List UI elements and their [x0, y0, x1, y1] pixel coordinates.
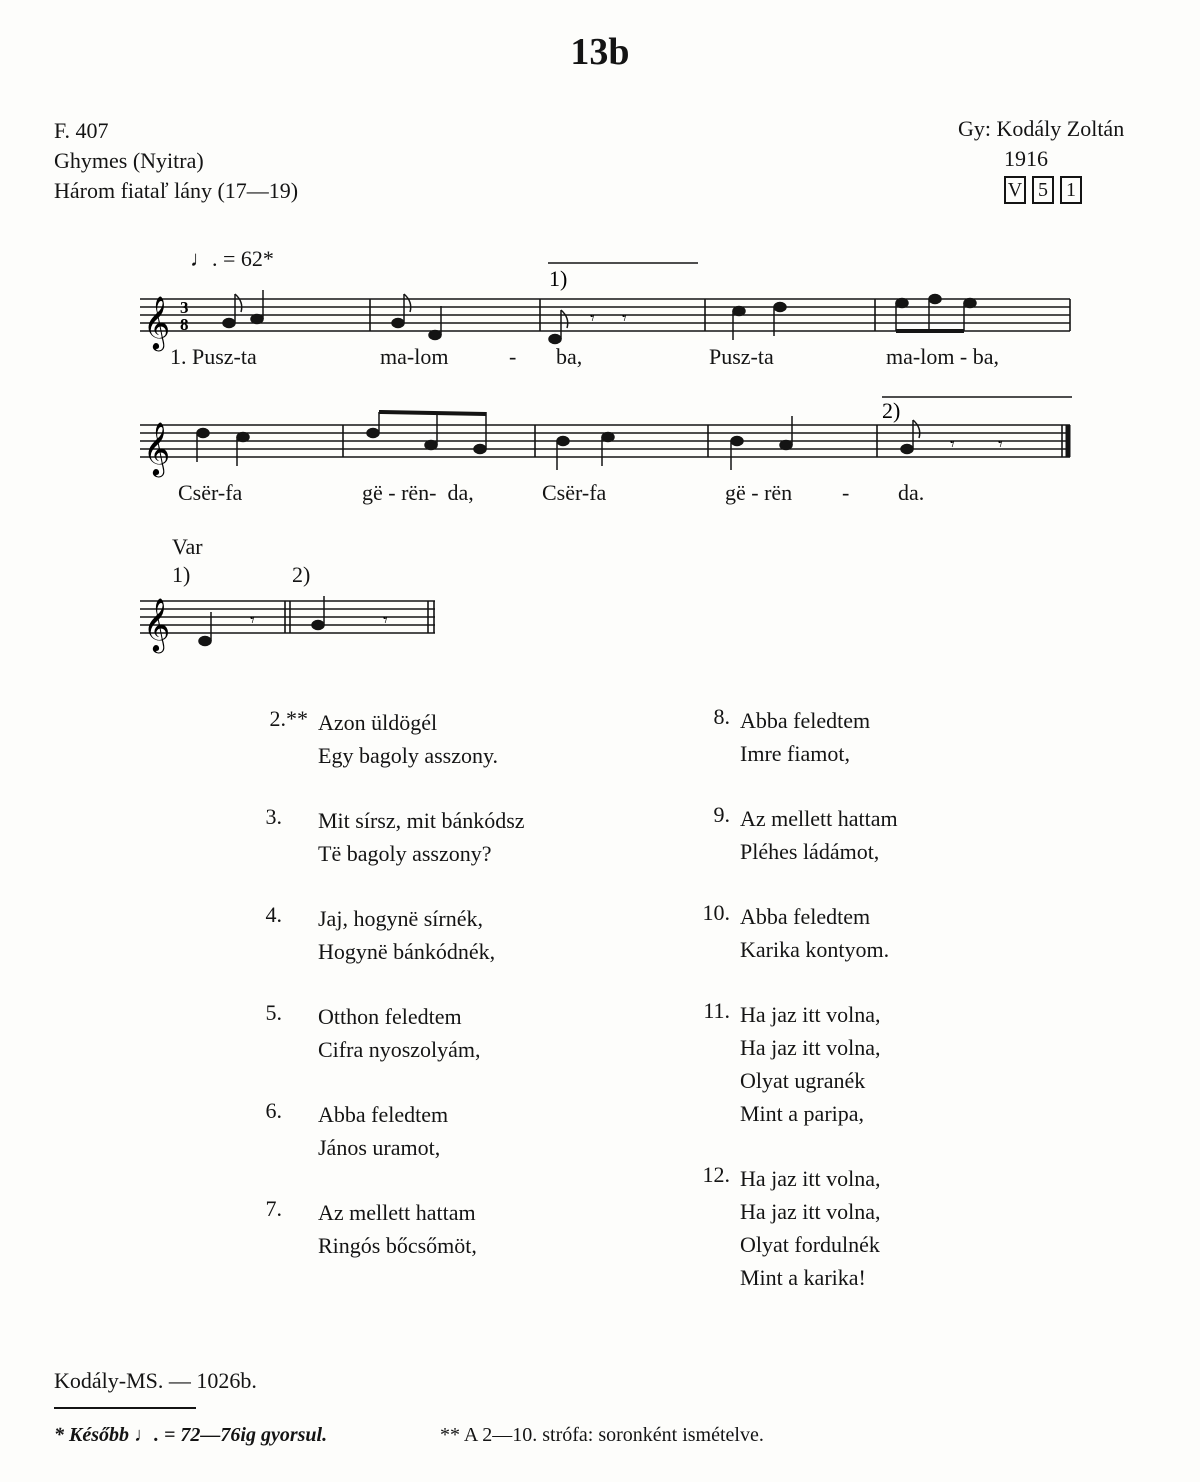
stanza-line: Ha jaz itt volna, — [740, 1166, 881, 1191]
rest-icon: 𝄾 — [250, 610, 255, 630]
stanza-text — [318, 804, 525, 870]
stanza-num: 4. — [265, 902, 282, 927]
rest-icon: 𝄾 — [383, 610, 388, 630]
class-box-1: V — [1004, 176, 1026, 204]
lyric-l1-2: ma-lom — [380, 344, 449, 369]
song-location: Ghymes (Nyitra) — [54, 148, 204, 173]
stanza-num: 2.** — [269, 706, 308, 731]
stanza-line: Olyat fordulnék — [740, 1232, 880, 1257]
stanza-line: Egy bagoly asszony. — [318, 743, 499, 768]
song-id: F. 407 — [54, 118, 109, 143]
lyric-l2-2: gë - rën- da, — [362, 480, 474, 505]
stanza-num: 10. — [702, 900, 730, 925]
notes-variant — [199, 596, 324, 646]
collection-year: 1916 — [1004, 146, 1048, 171]
stanza-text — [318, 706, 498, 772]
stanza-text — [318, 1196, 477, 1262]
stanza-line: Karika kontyom. — [740, 937, 890, 962]
stanza-line: Abba feledtem — [740, 708, 871, 733]
stanza-num: 12. — [702, 1162, 730, 1187]
stanza-num: 7. — [265, 1196, 282, 1221]
stanza-line: Imre fiamot, — [740, 741, 850, 766]
class-box-3: 1 — [1060, 176, 1082, 204]
lyric-l1-3: - — [509, 344, 517, 369]
stanza-line: Hogynë bánkódnék, — [318, 939, 496, 964]
stanza-line: Otthon feledtem — [318, 1004, 462, 1029]
stanza-line: Abba feledtem — [318, 1102, 449, 1127]
lyric-l1-4: ba, — [556, 344, 583, 369]
footnote-repeat: ** A 2—10. strófa: soronként ismételve. — [440, 1424, 764, 1446]
stanza-text — [740, 704, 870, 770]
song-performers: Három fiataľ lány (17—19) — [54, 178, 299, 203]
stanza-line: Abba feledtem — [740, 904, 871, 929]
volta-1-label: 1) — [549, 266, 568, 291]
source-reference: Kodály-MS. — 1026b. — [54, 1368, 257, 1393]
tempo-marking: ♩. = 62* — [190, 246, 274, 271]
volta-2-label: 2) — [882, 398, 901, 423]
class-box-2: 5 — [1032, 176, 1054, 204]
notes-line-1 — [223, 290, 976, 344]
stanza-text — [740, 900, 889, 966]
stanza-text — [318, 902, 495, 968]
time-signature-bottom: 8 — [180, 315, 189, 334]
stanza-line: Pléhes ládámot, — [740, 839, 880, 864]
stanza-line: Ha jaz itt volna, — [740, 1035, 881, 1060]
stanza-line: Ha jaz itt volna, — [740, 1199, 881, 1224]
rest-icon: 𝄾 — [998, 434, 1003, 454]
stanza-text — [740, 1162, 881, 1294]
variant-num-2: 2) — [292, 562, 311, 587]
stanza-num: 8. — [713, 704, 730, 729]
rest-icon: 𝄾 — [590, 308, 595, 328]
lyric-l1-5: Pusz-ta — [709, 344, 774, 369]
lyric-l1-6: ma-lom - ba, — [886, 344, 1000, 369]
stanza-line: Olyat ugranék — [740, 1068, 866, 1093]
page-number: 13b — [570, 31, 630, 73]
stanza-num: 3. — [265, 804, 282, 829]
stanza-num: 11. — [703, 998, 730, 1023]
rest-icon: 𝄾 — [622, 308, 627, 328]
staff-lines-1 — [140, 299, 1070, 331]
stanza-line: Mint a paripa, — [740, 1101, 865, 1126]
stanza-line: Azon üldögél — [318, 710, 438, 735]
stanza-text — [740, 998, 881, 1130]
treble-clef-icon: 𝄞 — [143, 295, 171, 349]
stanza-line: Ha jaz itt volna, — [740, 1002, 881, 1027]
lyric-l2-4: gë - rën — [725, 480, 793, 505]
collector-name: Gy: Kodály Zoltán — [958, 116, 1125, 141]
stanza-line: Ringós bőcsőmöt, — [318, 1233, 477, 1258]
stanza-num: 9. — [713, 802, 730, 827]
stanza-line: Az mellett hattam — [318, 1200, 476, 1225]
lyric-l2-5: - — [842, 480, 850, 505]
lyric-l2-1: Csër-fa — [178, 480, 243, 505]
stanza-text — [740, 802, 898, 868]
staff-lines-variant — [140, 601, 435, 633]
lyric-l2-6: da. — [898, 480, 925, 505]
stanza-line: Jaj, hogynë sírnék, — [318, 906, 483, 931]
stanza-num: 5. — [265, 1000, 282, 1025]
footnote-tempo: * Később ♩. = 72—76ig gyorsul. — [54, 1424, 328, 1446]
variant-num-1: 1) — [172, 562, 191, 587]
stanza-num: 6. — [265, 1098, 282, 1123]
stanza-text — [318, 1000, 481, 1066]
stanza-line: Mit sírsz, mit bánkódsz — [318, 808, 525, 833]
time-signature-top: 3 — [180, 298, 189, 317]
rest-icon: 𝄾 — [950, 434, 955, 454]
footnote-divider — [54, 1407, 196, 1409]
lyric-l1-1: 1. Pusz-ta — [170, 344, 257, 369]
stanza-line: Cifra nyoszolyám, — [318, 1037, 481, 1062]
lyric-l2-3: Csër-fa — [542, 480, 607, 505]
treble-clef-icon: 𝄞 — [143, 421, 171, 475]
stanza-line: János uramot, — [318, 1135, 441, 1160]
stanza-line: Të bagoly asszony? — [318, 841, 492, 866]
variant-label: Var — [172, 534, 203, 559]
treble-clef-icon: 𝄞 — [143, 597, 171, 651]
stanza-text — [318, 1098, 448, 1164]
stanza-line: Az mellett hattam — [740, 806, 898, 831]
stanza-line: Mint a karika! — [740, 1265, 866, 1290]
